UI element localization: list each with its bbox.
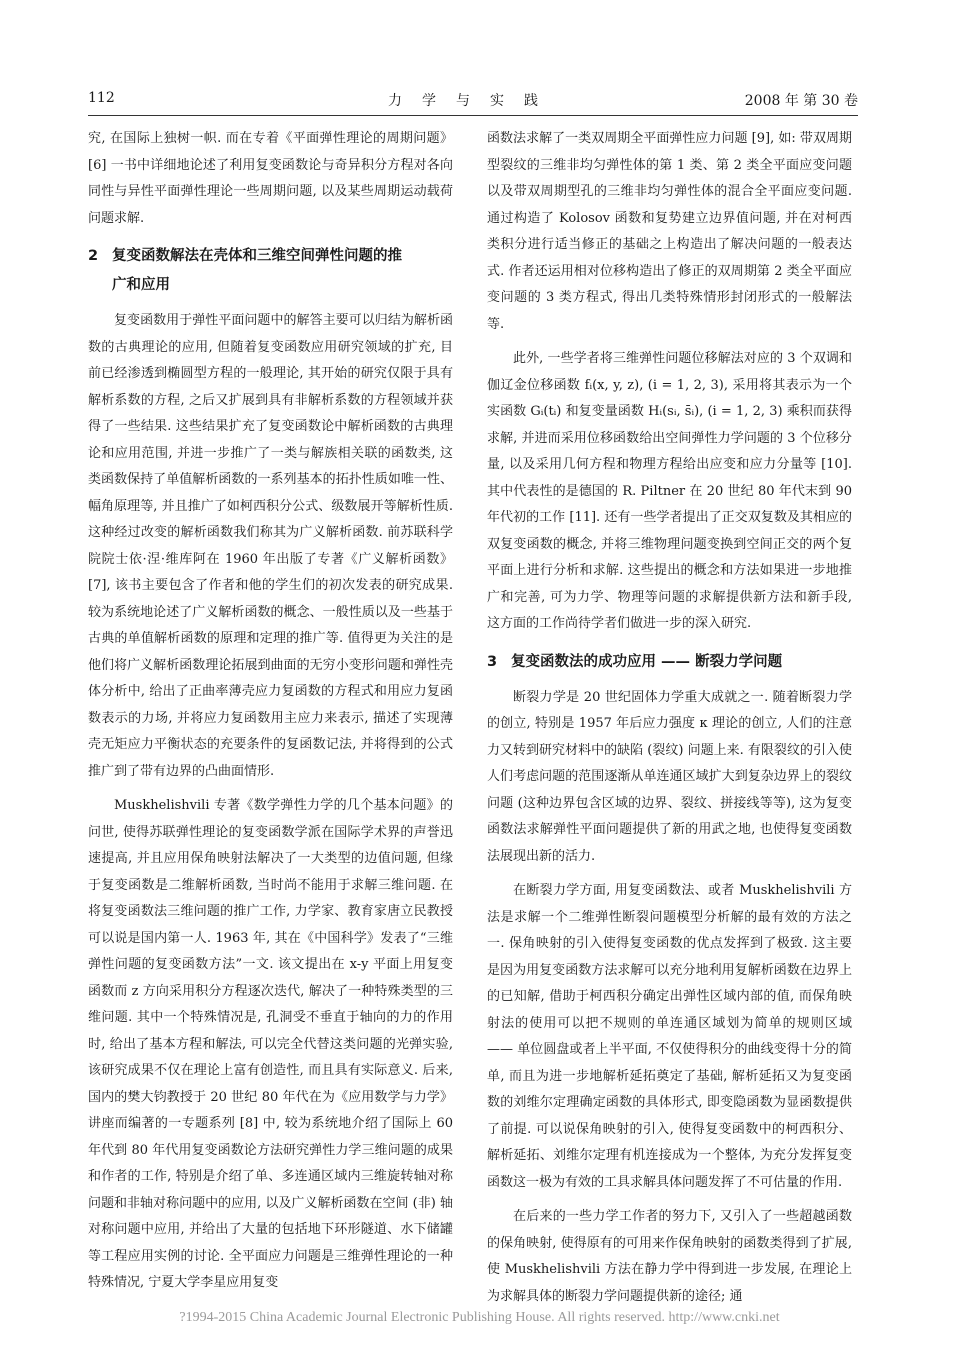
- page-header: [88, 90, 858, 114]
- section-2-heading: [88, 242, 453, 300]
- page-number: 112: [88, 90, 115, 106]
- left-column: [88, 126, 453, 1305]
- paragraph: 断裂力学是 20 世纪固体力学重大成就之一. 随着断裂力学的创立, 特别是 1957 年后应力强度 κ 理论的创立, 人们的注意力又转到研究材料中的缺陷 (裂纹) 问题上来. 有限裂纹的引入使人们考虑问题的范围逐渐从单连通区域扩大到复杂边界上的裂纹问题 (这种边界包含区域的边界、裂纹、拼接线等等), 这为复变函数法求解弹性平面问题提供了新的用武之地, 也使得复变函数法展现出新的活力.: [487, 689, 852, 864]
- paragraph: 在断裂力学方面, 用复变函数法、或者 Muskhelishvili 方法是求解一个二维弹性断裂问题模型分析解的最有效的方法之一. 保角映射的引入使得复变函数的优点发挥到了极致. 这主要是因为用复变函数方法求解可以充分地利用复解析函数在边界上的已知解, 借助于柯西积分确定出弹性区域内部的值, 而保角映射法的使用可以把不规则的单连通区域划为简单的规则区域 —— 单位圆盘或者上半平面, 不仅使得积分的曲线变得十分的简单, 而且为进一步地解析延拓奠定了基础, 解析延拓又为复变函数的刘维尔定理确定函数的具体形式, 即变隐函数为显函数提供了前提. 可以说保角映射的引入, 使得复变函数中的柯西积分、解析延拓、刘维尔定理有机连接成为一个整体, 为充分发挥复变函数这一极为有效的工具求解具体问题发挥了不可估量的作用.: [487, 883, 852, 1190]
- paragraph: 复变函数用于弹性平面问题中的解答主要可以归结为解析函数的古典理论的应用, 但随着复变函数应用研究领域的扩充, 目前已经渗透到椭圆型方程的一般理论, 其开始的研究仅限于具有解析系数的方程, 之后又扩展到具有非解析系数的方程领域并获得了一些结果. 这些结果扩充了复变函数论中解析函数的古典理论和应用范围, 并进一步推广了一类与解族相关联的函数类, 这类函数保持了单值解析函数的一系列基本的拓扑性质如唯一性、幅角原理等, 并且推广了如柯西积分公式、级数展开等解析性质. 这种经过改变的解析函数我们称其为广义解析函数. 前苏联科学院院士依·涅·维库阿在 1960 年出版了专著《广义解析函数》 [7], 该书主要包含了作者和他的学生们的初次发表的研究成果. 较为系统地论述了广义解析函数的概念、一般性质以及一些基于古典的单值解析函数的原理和定理的推广等. 值得更为关注的是他们将广义解析函数理论拓展到曲面的无穷小变形问题和弹性壳体分析中, 给出了正曲率薄壳应力复函数的方程式和用应力复函数表示的力场, 并将应力复函数用主应力来表示, 描述了实现薄壳无矩应力平衡状态的充要条件的复函数记法, 并将得到的公式推广到了带有边界的凸曲面情形.: [88, 313, 453, 779]
- section-title-line2: 广和应用: [112, 277, 170, 293]
- paragraph: 在后来的一些力学工作者的努力下, 又引入了一些超越函数的保角映射, 使得原有的可用来作保角映射的函数类得到了扩展, 使 Muskhelishvili 方法在静力学中得到进一步发展, 在理论上为求解具体的断裂力学问题提供新的途径; 通: [487, 1209, 852, 1304]
- section-3-heading: [487, 648, 852, 677]
- right-column: [487, 126, 852, 1318]
- paragraph: 究, 在国际上独树一帜. 而在专着《平面弹性理论的周期问题》 [6] 一书中详细地论述了利用复变函数论与奇异积分方程对各向同性与异性平面弹性理论一些周期问题, 以及某些周期运动载荷问题求解.: [88, 131, 453, 226]
- paragraph: Muskhelishvili 专著《数学弹性力学的几个基本问题》的问世, 使得苏联弹性理论的复变函数学派在国际学术界的声誉迅速提高, 并且应用保角映射法解决了一大类型的边值问题, 但缘于复变函数是二维解析函数, 当时尚不能用于求解三维问题. 在将复变函数法三维问题的推广工作, 力学家、教育家唐立民教授可以说是国内第一人. 1963 年, 其在《中国科学》发表了“三维弹性问题的复变函数方法”一文. 该文提出在 x-y 平面上用复变函数而 z 方向采用积分方程逐次迭代, 解决了一种特殊类型的三维问题. 其中一个特殊情况是, 孔洞受不垂直于轴向的力的作用时, 给出了基本方程和解法, 可以完全代替这类问题的光弹实验, 该研究成果不仅在理论上富有创造性, 而且具有实际意义. 后来, 国内的樊大钧教授于 20 世纪 80 年代在为《应用数学与力学》讲座而编著的一专题系列 [8] 中, 较为系统地介绍了国际上 60 年代到 80 年代用复变函数论方法研究弹性力学三维问题的成果和作者的工作, 特别是介绍了单、多连通区域内三维旋转轴对称问题和非轴对称问题中的应用, 以及广义解析函数在空间 (非) 轴对称问题中应用, 并给出了大量的包括地下环形隧道、水下储罐等工程应用实例的讨论. 全平面应力问题是三维弹性理论的一种特殊情况, 宁夏大学李星应用复变: [88, 798, 453, 1290]
- section-title-line1: 复变函数解法在壳体和三维空间弹性问题的推: [112, 248, 402, 264]
- section-title: 复变函数法的成功应用 —— 断裂力学问题: [511, 653, 783, 670]
- journal-name: 力学与实践: [388, 93, 558, 109]
- section-number: 2: [88, 248, 99, 264]
- header-rule: [88, 115, 858, 116]
- volume-info: 2008 年 第 30 卷: [744, 93, 858, 109]
- paragraph: 函数法求解了一类双周期全平面弹性应力问题 [9], 如: 带双周期型裂纹的三维非均匀弹性体的第 1 类、第 2 类全平面应变问题以及带双周期型孔的三维非均匀弹性体的混合全平面应变问题. 通过构造了 Kolosov 函数和复势建立边界值问题, 并在对柯西类积分进行适当修正的基础之上构造出了解决问题的一般表达式. 作者还运用相对位移构造出了修正的双周期第 2 类全平面应变问题的 3 类方程式, 得出几类特殊情形封闭形式的一般解法等.: [487, 131, 852, 332]
- section-number: 3: [487, 653, 498, 670]
- paragraph: 此外, 一些学者将三维弹性问题位移解法对应的 3 个双调和伽辽金位移函数 fᵢ(x, y, z), (i = 1, 2, 3), 采用将其表示为一个实函数 Gᵢ(tᵢ) 和复变量函数 Hᵢ(sᵢ, s̄ᵢ), (i = 1, 2, 3) 乘积而获得求解, 并进而采用位移函数给出空间弹性力学问题的 3 个位移分量, 以及采用几何方程和物理方程给出应变和应力分量等 [10]. 其中代表性的是德国的 R. Piltner 在 20 世纪 80 年代末到 90 年代初的工作 [11]. 还有一些学者提出了正交双复数及其相应的双复变函数的概念, 并将三维物理问题变换到空间正交的两个复平面上进行分析和求解. 这些提出的概念和方法如果进一步地推广和完善, 可为力学、物理等问题的求解提供新方法和新手段, 这方面的工作尚待学者们做进一步的深入研究.: [487, 351, 852, 631]
- copyright-footer: ?1994-2015 China Academic Journal Electronic Publishing House. All rights reserved. http://www.cnki.net: [179, 1310, 780, 1325]
